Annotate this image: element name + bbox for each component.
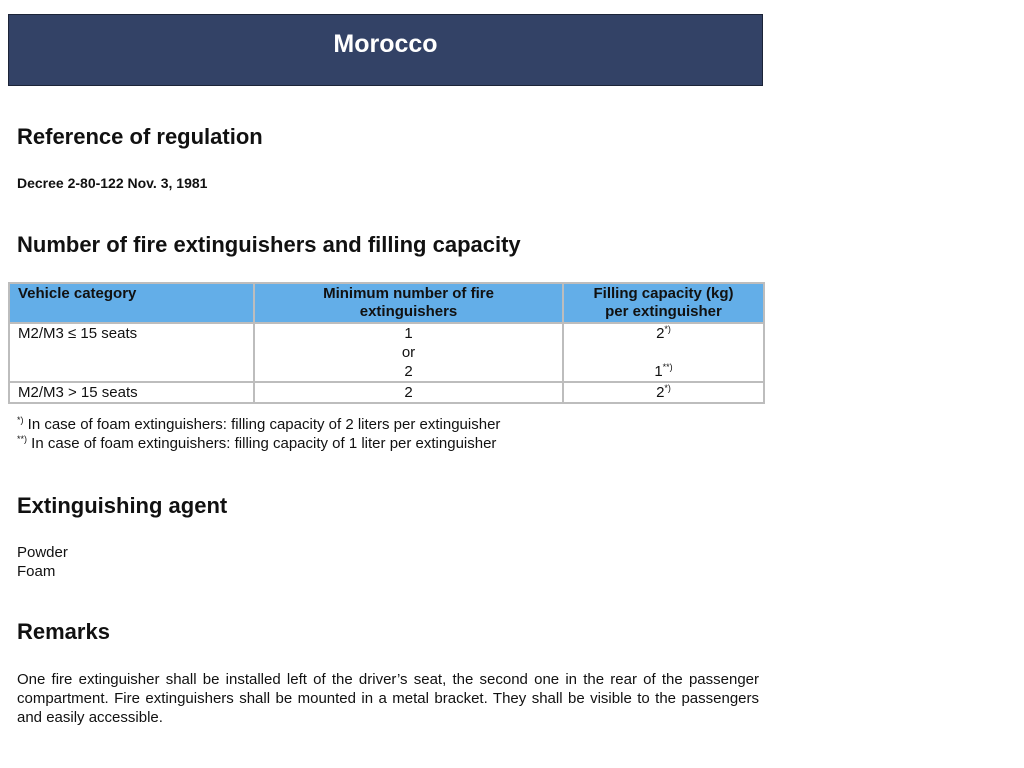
row-1-capacity: 2*) 1**) <box>563 323 764 382</box>
row-1-number: 1 or 2 <box>254 323 563 382</box>
table-row <box>9 323 764 382</box>
list-item: Foam <box>17 563 56 580</box>
regulation-heading: Reference of regulation <box>17 124 263 149</box>
row-2-category: M2/M3 > 15 seats <box>9 382 254 403</box>
column-header-min-number: Minimum number of fire extinguishers <box>254 283 563 323</box>
extinguishers-heading: Number of fire extinguishers and filling capacity <box>17 232 521 257</box>
footnote-mark: **) <box>662 362 673 372</box>
agent-heading: Extinguishing agent <box>17 493 228 518</box>
row-2-number: 2 <box>254 382 563 403</box>
remarks-text: One fire extinguisher shall be installed left of the driver’s seat, the second one in the rear of the passenger compartment. Fire extinguishers shall be mounted in a metal bracket. They shall be visible to the passengers and easily accessible. <box>17 671 759 726</box>
page-title: Morocco <box>333 30 438 58</box>
column-header-capacity: Filling capacity (kg) per extinguisher <box>563 283 764 323</box>
table-header-row <box>9 283 764 323</box>
regulation-text: Decree 2-80-122 Nov. 3, 1981 <box>17 175 208 191</box>
table-row <box>9 382 764 403</box>
footnote-1: *) In case of foam extinguishers: filling capacity of 2 liters per extinguisher <box>17 415 501 433</box>
row-2-capacity: 2*) <box>563 382 764 403</box>
footnote-mark: *) <box>664 324 671 334</box>
footnotes <box>17 415 500 453</box>
title-banner <box>8 14 763 86</box>
agent-list <box>17 543 68 581</box>
extinguishers-table <box>8 282 765 404</box>
row-1-category: M2/M3 ≤ 15 seats <box>9 323 254 382</box>
remarks-heading: Remarks <box>17 619 110 644</box>
list-item: Powder <box>17 544 68 561</box>
footnote-mark: *) <box>664 383 671 393</box>
column-header-category: Vehicle category <box>9 283 254 323</box>
footnote-2: **) In case of foam extinguishers: filling capacity of 1 liter per extinguisher <box>17 434 497 452</box>
